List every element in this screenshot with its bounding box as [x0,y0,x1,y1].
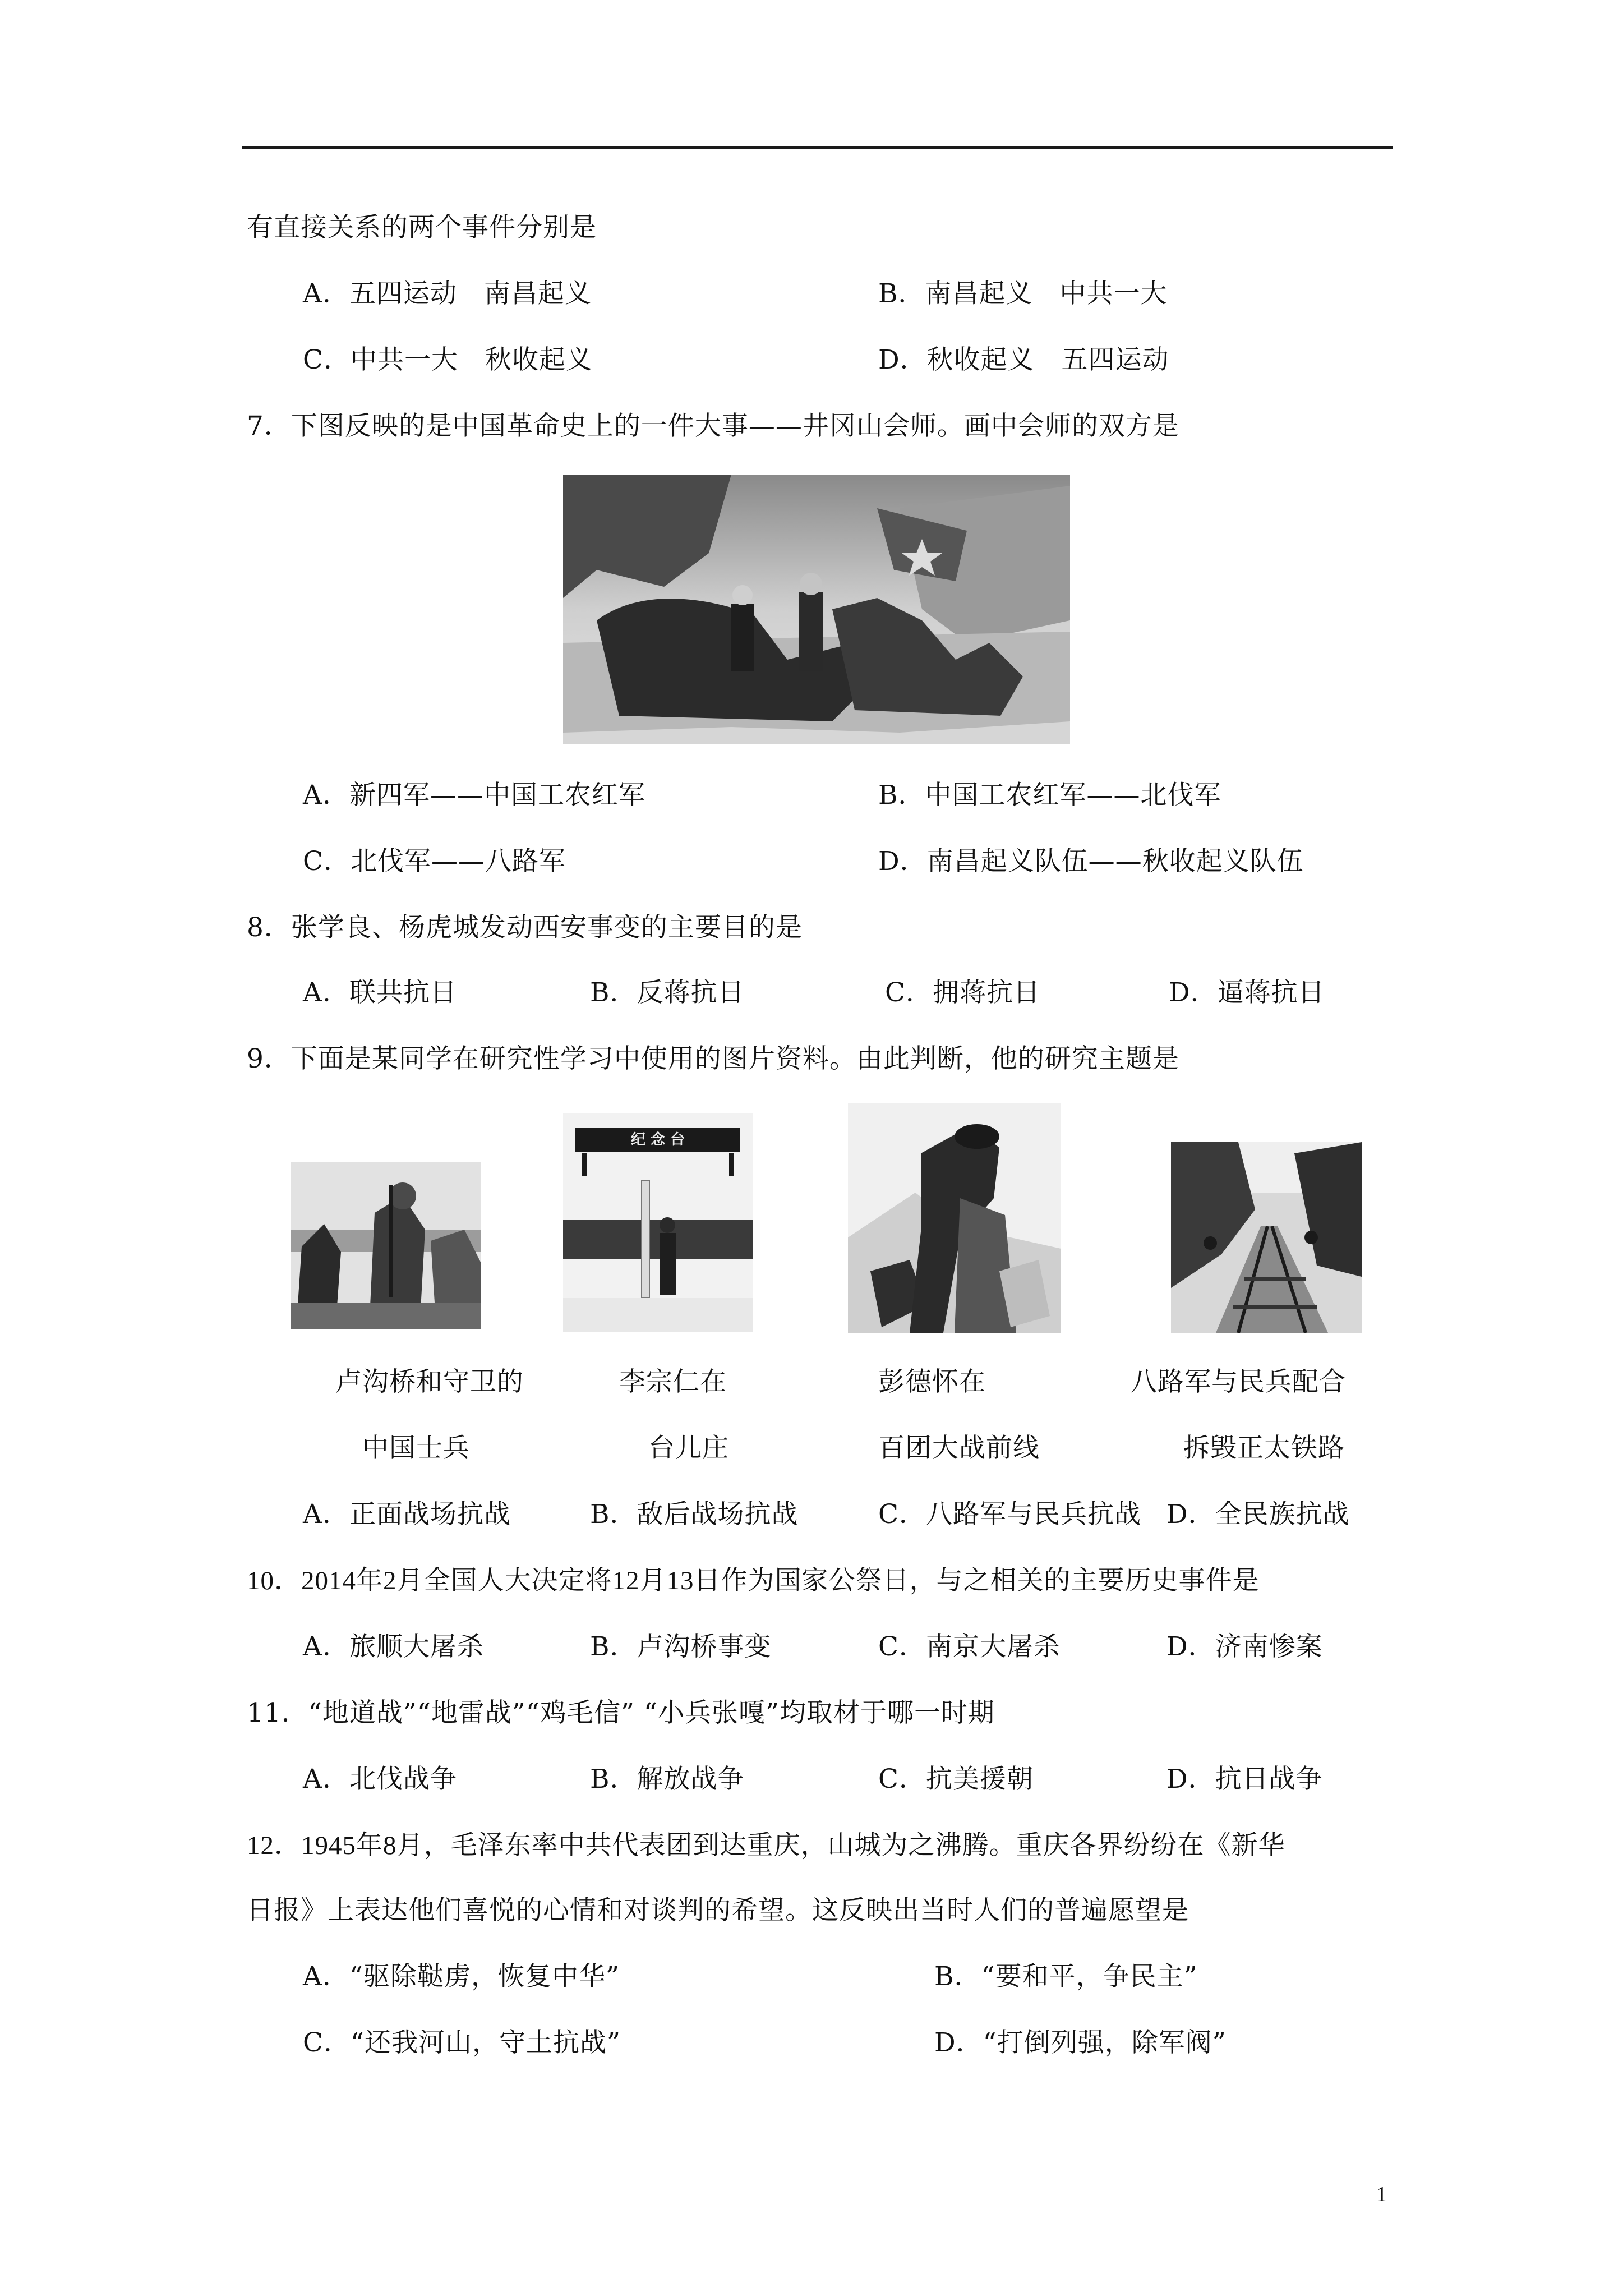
q11-stem: 11．“地道战”“地雷战”“鸡毛信” “小兵张嘎”均取材于哪一时期 [247,1697,995,1728]
q12-option-b[interactable]: B．“要和平，争民主” [934,1961,1198,1992]
q11-option-c[interactable]: C．抗美援朝 [878,1764,1034,1795]
q10-option-d[interactable]: D．济南惨案 [1166,1631,1323,1662]
caption-2-line2: 台儿庄 [648,1433,729,1464]
q7-option-d[interactable]: D．南昌起义队伍——秋收起义队伍 [878,846,1304,877]
q7-option-b[interactable]: B．中国工农红军——北伐军 [878,780,1221,811]
zhengtai-railway-photo [1171,1142,1362,1333]
photo-sign-text: 纪 念 台 [630,1131,685,1148]
q7-stem: 7．下图反映的是中国革命史上的一件大事——井冈山会师。画中会师的双方是 [247,411,1179,441]
q7-option-c[interactable]: C．北伐军——八路军 [303,846,566,877]
q10-option-a[interactable]: A．旅顺大屠杀 [303,1631,484,1662]
caption-2-line1: 李宗仁在 [619,1366,727,1397]
q8-option-d[interactable]: D．逼蒋抗日 [1169,977,1325,1008]
q12-option-c[interactable]: C．“还我河山，守土抗战” [303,2027,621,2058]
caption-1-line2: 中国士兵 [362,1433,470,1464]
q8-option-b[interactable]: B．反蒋抗日 [590,977,745,1008]
q11-option-b[interactable]: B．解放战争 [590,1764,745,1795]
peng-dehuai-photo [848,1103,1061,1333]
q10-stem: 10．2014年2月全国人大决定将12月13日作为国家公祭日，与之相关的主要历史事件是 [247,1566,1260,1595]
q8-stem: 8．张学良、杨虎城发动西安事变的主要目的是 [247,912,803,943]
q12-stem-line2: 日报》上表达他们喜悦的心情和对谈判的希望。这反映出当时人们的普遍愿望是 [247,1895,1189,1926]
q9-stem: 9．下面是某同学在研究性学习中使用的图片资料。由此判断，他的研究主题是 [247,1043,1179,1074]
q6-option-b[interactable]: B．南昌起义 中共一大 [878,278,1168,309]
q6-option-d[interactable]: D．秋收起义 五四运动 [878,344,1169,375]
q12-option-d[interactable]: D．“打倒列强，除军阀” [934,2027,1227,2058]
q10-option-c[interactable]: C．南京大屠杀 [878,1631,1061,1662]
caption-3-line1: 彭德怀在 [878,1366,986,1397]
lugou-bridge-photo [291,1162,481,1329]
q11-option-d[interactable]: D．抗日战争 [1166,1764,1323,1795]
q10-option-b[interactable]: B．卢沟桥事变 [590,1631,772,1662]
q7-option-a[interactable]: A．新四军——中国工农红军 [303,780,645,811]
q9-option-d[interactable]: D．全民族抗战 [1166,1499,1350,1530]
header-rule [242,146,1393,149]
q9-option-b[interactable]: B．敌后战场抗战 [590,1499,799,1530]
q11-option-a[interactable]: A．北伐战争 [303,1764,457,1795]
q12-stem-line1: 12．1945年8月，毛泽东率中共代表团到达重庆，山城为之沸腾。重庆各界纷纷在《新华 [247,1831,1285,1860]
q6-stem: 有直接关系的两个事件分别是 [247,212,597,243]
jinggangshan-painting [563,475,1070,744]
caption-3-line2: 百团大战前线 [878,1433,1040,1464]
caption-4-line1: 八路军与民兵配合 [1131,1366,1346,1397]
q6-option-a[interactable]: A．五四运动 南昌起义 [303,278,592,309]
q8-option-c[interactable]: C．拥蒋抗日 [885,977,1040,1008]
q8-option-a[interactable]: A．联共抗日 [303,977,457,1008]
li-zongren-photo [563,1113,753,1332]
page-number: 1 [1376,2183,1387,2206]
q6-option-c[interactable]: C．中共一大 秋收起义 [303,344,593,375]
q9-option-c[interactable]: C．八路军与民兵抗战 [878,1499,1141,1530]
caption-1-line1: 卢沟桥和守卫的 [335,1366,524,1397]
q9-option-a[interactable]: A．正面战场抗战 [303,1499,511,1530]
caption-4-line2: 拆毁正太铁路 [1183,1433,1345,1464]
q12-option-a[interactable]: A．“驱除鞑虏，恢复中华” [303,1961,620,1992]
